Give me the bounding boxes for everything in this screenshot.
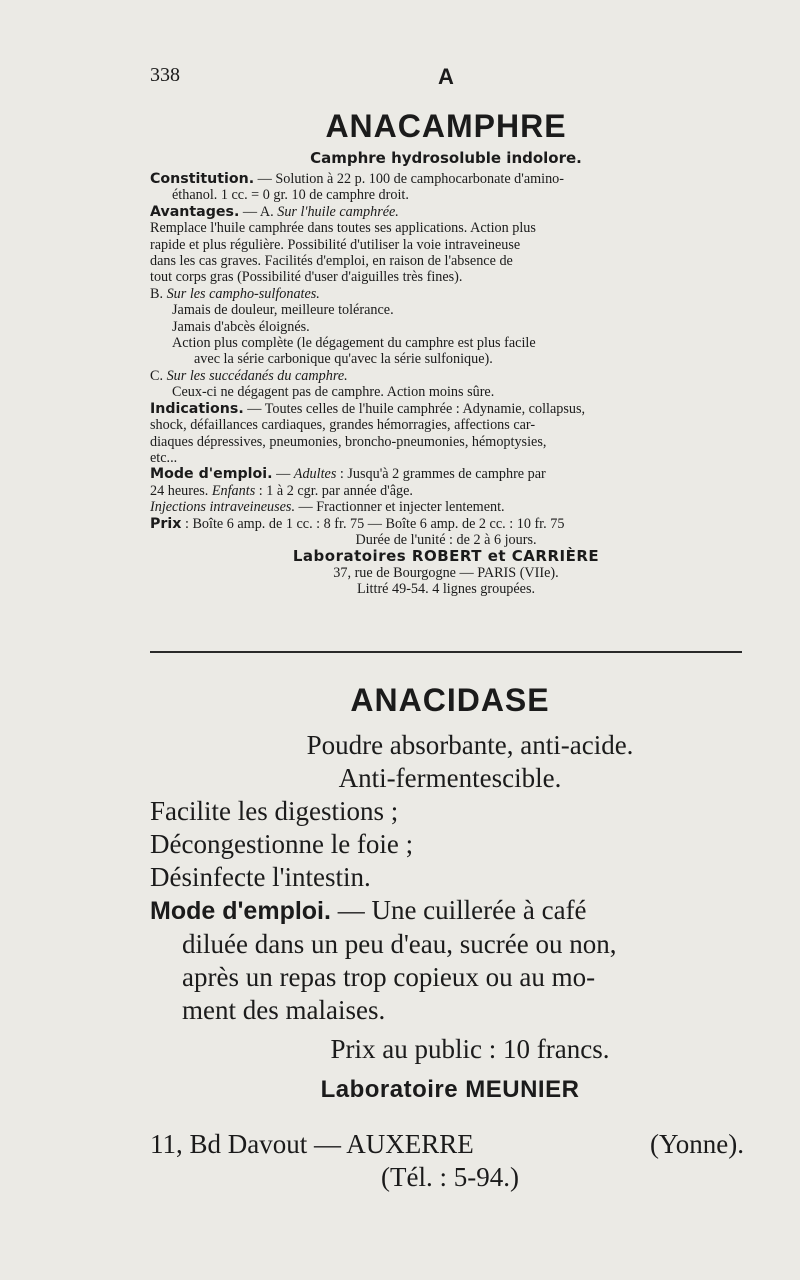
anacidase-prix: Prix au public : 10 francs. bbox=[330, 1034, 610, 1064]
anacidase-line: Facilite les digestions ; bbox=[150, 796, 399, 826]
anacidase-address-right: (Yonne). bbox=[649, 1129, 744, 1159]
mode-text: — Fractionner et injecter lentement. bbox=[295, 499, 505, 516]
anacidase-advertisement bbox=[150, 682, 750, 1194]
c-heading bbox=[150, 368, 742, 384]
prix-paragraph bbox=[150, 516, 742, 532]
anacidase-lab-address bbox=[150, 1128, 744, 1161]
b-prefix: B. bbox=[150, 285, 167, 302]
prix-label: Prix bbox=[150, 515, 182, 532]
a-paragraph-line: tout corps gras (Possibilité d'user d'aiguilles très fines). bbox=[150, 269, 463, 286]
b-line: Jamais d'abcès éloignés. bbox=[172, 318, 310, 335]
constitution-label: Constitution. bbox=[150, 171, 255, 187]
indications-line: shock, défaillances cardiaques, grandes hémorragies, affections car- bbox=[150, 417, 536, 434]
constitution-continued: éthanol. 1 cc. = 0 gr. 10 de camphre droit. bbox=[172, 187, 409, 204]
c-prefix: C. bbox=[150, 367, 167, 384]
anacidase-mode-line bbox=[150, 894, 750, 928]
a-paragraph-line: rapide et plus régulière. Possibilité d'utiliser la voie intraveineuse bbox=[150, 236, 521, 253]
avantages-a-title: Sur l'huile camphrée. bbox=[277, 203, 399, 220]
mode-adultes: Adultes bbox=[293, 466, 337, 483]
anacidase-line: Désinfecte l'intestin. bbox=[150, 862, 371, 892]
avantages-text: — A. bbox=[239, 203, 278, 220]
constitution-text: — Solution à 22 p. 100 de camphocarbonate d'amino- bbox=[254, 171, 565, 187]
section-letter: A bbox=[438, 64, 454, 89]
anacidase-address-left: 11, Bd Davout — AUXERRE bbox=[150, 1129, 474, 1159]
a-paragraph-line: dans les cas graves. Facilités d'emploi, en raison de l'absence de bbox=[150, 253, 513, 270]
b-heading bbox=[150, 286, 742, 302]
mode-line bbox=[150, 499, 742, 515]
anacamphre-subtitle: Camphre hydrosoluble indolore. bbox=[310, 149, 582, 167]
section-divider bbox=[150, 651, 742, 653]
mode-paragraph bbox=[150, 466, 742, 482]
page-header bbox=[150, 64, 650, 94]
mode-injections: Injections intraveineuses. bbox=[150, 499, 295, 516]
constitution-paragraph bbox=[150, 171, 742, 187]
anacidase-mode-text: — Une cuillerée à café bbox=[330, 895, 587, 925]
anacidase-mode-line: ment des malaises. bbox=[182, 995, 386, 1025]
prix-text: : Boîte 6 amp. de 1 cc. : 8 fr. 75 — Boîte 6 amp. de 2 cc. : 10 fr. 75 bbox=[181, 515, 565, 532]
duree-line: Durée de l'unité : de 2 à 6 jours. bbox=[355, 531, 537, 548]
anacidase-mode-line: diluée dans un peu d'eau, sucrée ou non, bbox=[182, 929, 617, 959]
anacidase-line: Poudre absorbante, anti-acide. bbox=[306, 730, 634, 760]
indications-text: — Toutes celles de l'huile camphrée : Adynamie, collapsus, bbox=[243, 400, 586, 417]
anacamphre-title: ANACAMPHRE bbox=[325, 108, 567, 144]
indications-label: Indications. bbox=[150, 400, 244, 417]
page-number: 338 bbox=[150, 64, 180, 86]
anacidase-mode-line: après un repas trop copieux ou au mo- bbox=[182, 962, 596, 992]
mode-text: : 1 à 2 cgr. par année d'âge. bbox=[255, 482, 413, 499]
avantages-paragraph bbox=[150, 204, 742, 220]
b-line: avec la série carbonique qu'avec la série sulfonique). bbox=[194, 351, 493, 368]
mode-label: Mode d'emploi. bbox=[150, 466, 273, 483]
b-line: Action plus complète (le dégagement du camphre est plus facile bbox=[172, 335, 536, 352]
anacidase-phone: (Tél. : 5-94.) bbox=[381, 1162, 519, 1192]
indications-line: diaques dépressives, pneumonies, broncho-pneumonies, hémoptysies, bbox=[150, 433, 547, 450]
mode-text: : Jusqu'à 2 grammes de camphre par bbox=[336, 466, 546, 483]
anacamphre-lab-name: Laboratoires ROBERT et CARRIÈRE bbox=[292, 547, 600, 566]
anacamphre-lab-address: 37, rue de Bourgogne — PARIS (VIIe). bbox=[333, 564, 559, 581]
indications-paragraph bbox=[150, 401, 742, 417]
mode-text: — bbox=[272, 466, 294, 483]
anacamphre-lab-phone: Littré 49-54. 4 lignes groupées. bbox=[356, 581, 536, 598]
b-title: Sur les campho-sulfonates. bbox=[166, 285, 320, 302]
mode-text: 24 heures. bbox=[150, 482, 212, 499]
mode-line bbox=[150, 483, 742, 499]
anacidase-mode-label: Mode d'emploi. bbox=[150, 897, 331, 925]
anacamphre-advertisement bbox=[150, 108, 742, 598]
anacidase-line: Décongestionne le foie ; bbox=[150, 829, 414, 859]
anacidase-line: Anti-fermentescible. bbox=[338, 763, 562, 793]
c-title: Sur les succédanés du camphre. bbox=[166, 367, 348, 384]
indications-line: etc... bbox=[150, 449, 178, 466]
avantages-label: Avantages. bbox=[150, 203, 240, 220]
a-paragraph-line: Remplace l'huile camphrée dans toutes ses applications. Action plus bbox=[150, 220, 536, 237]
c-line: Ceux-ci ne dégagent pas de camphre. Action moins sûre. bbox=[172, 384, 495, 401]
anacidase-title: ANACIDASE bbox=[350, 682, 550, 718]
mode-enfants: Enfants bbox=[211, 482, 256, 499]
b-line: Jamais de douleur, meilleure tolérance. bbox=[172, 302, 394, 319]
anacidase-lab-name: Laboratoire MEUNIER bbox=[320, 1076, 580, 1103]
